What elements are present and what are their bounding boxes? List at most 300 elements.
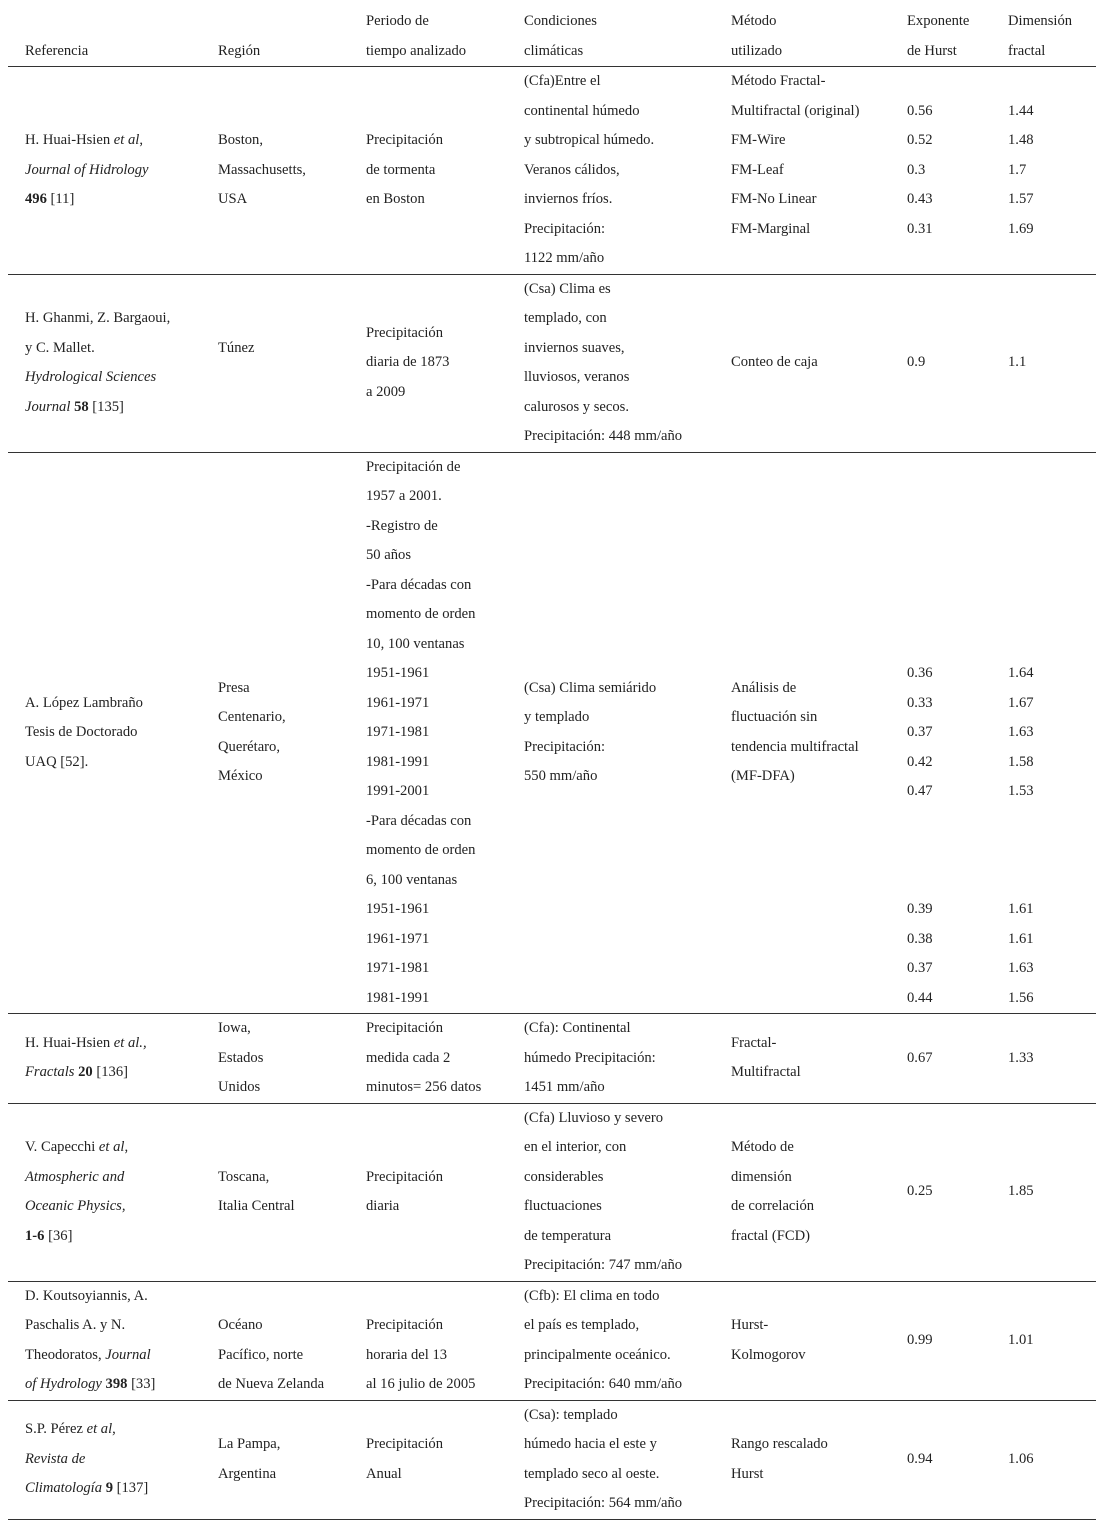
- period-line: 10, 100 ventanas: [366, 635, 465, 652]
- header-line: Exponente: [907, 13, 970, 29]
- method-cell: [714, 1103, 890, 1281]
- region-line: Argentina: [218, 1465, 277, 1482]
- reference-text: ,: [124, 1139, 129, 1155]
- reference-line: [25, 1058, 201, 1088]
- climate-line: fluctuaciones: [524, 1198, 602, 1214]
- method-line: [731, 244, 890, 274]
- hurst-line: 0.52: [907, 132, 933, 148]
- reference-text: et al: [113, 132, 140, 148]
- hurst-line: 0.38: [907, 930, 933, 947]
- fractal-line: [1008, 571, 1096, 601]
- period-cell: [349, 452, 507, 1014]
- fractal-line: 1.33: [1008, 1049, 1034, 1066]
- table-row: [8, 1400, 1096, 1519]
- reference-text: y C. Mallet.: [25, 339, 95, 356]
- reference-text: Oceanic Physics,: [25, 1198, 126, 1214]
- fractal-cell: [991, 1400, 1096, 1519]
- hurst-line: 0.67: [907, 1049, 933, 1066]
- reference-line: [25, 1163, 201, 1193]
- header-line: Método: [731, 13, 777, 29]
- climate-line: 1122 mm/año: [524, 250, 605, 266]
- climate-cell: [507, 1014, 714, 1104]
- method-cell: [714, 452, 890, 1014]
- method-line: de correlación: [731, 1198, 815, 1214]
- climate-line: (Csa) Clima es: [524, 280, 611, 297]
- method-cell: [714, 1281, 890, 1400]
- climate-line: el país es templado,: [524, 1317, 640, 1333]
- climate-cell: [507, 1281, 714, 1400]
- climate-cell: [507, 274, 714, 452]
- header-metodo: [714, 7, 890, 67]
- header-row: [8, 7, 1096, 67]
- region-line: [218, 304, 349, 334]
- reference-text: [33]: [127, 1376, 156, 1392]
- method-line: Kolmogorov: [731, 1346, 806, 1363]
- hurst-line: 0.43: [907, 191, 933, 207]
- reference-line: [25, 1311, 201, 1341]
- hurst-line: 0.31: [907, 220, 933, 237]
- reference-line: [25, 1341, 201, 1371]
- fractal-line: 1.1: [1008, 354, 1027, 371]
- reference-line: [25, 718, 201, 748]
- region-cell: [201, 274, 349, 452]
- region-line: México: [218, 768, 263, 785]
- fractal-line: 1.85: [1008, 1183, 1034, 1200]
- fractal-cell: [991, 1103, 1096, 1281]
- period-line: 6, 100 ventanas: [366, 871, 458, 888]
- method-line: Método Fractal-: [731, 73, 826, 89]
- reference-line: [25, 1474, 201, 1504]
- climate-line: inviernos fríos.: [524, 191, 613, 207]
- reference-text: 1-6: [25, 1227, 45, 1244]
- reference-line: [25, 1370, 201, 1400]
- climate-line: templado, con: [524, 310, 607, 326]
- hurst-line: [907, 453, 991, 483]
- reference-cell: [8, 1103, 201, 1281]
- reference-text: 398: [105, 1376, 128, 1392]
- reference-line: [25, 126, 201, 156]
- hurst-line: [907, 541, 991, 571]
- region-line: Querétaro,: [218, 738, 280, 755]
- fractal-line: 1.63: [1008, 960, 1034, 976]
- climate-line: (Csa): templado: [524, 1406, 618, 1423]
- climate-line: húmedo hacia el este y: [524, 1436, 657, 1452]
- climate-line: Precipitación:: [524, 220, 606, 237]
- reference-text: 58: [74, 398, 89, 415]
- climate-line: lluviosos, veranos: [524, 369, 630, 385]
- hurst-line: 0.47: [907, 783, 933, 799]
- reference-text: H. Huai-Hsien: [25, 1034, 114, 1051]
- hurst-line: [907, 807, 991, 837]
- method-line: Fractal-: [731, 1034, 777, 1051]
- reference-text: Revista de: [25, 1450, 86, 1467]
- period-line: 1971-1981: [366, 724, 430, 740]
- reference-text: Journal of Hidrology: [25, 161, 149, 178]
- reference-text: [36]: [44, 1227, 73, 1244]
- region-line: Centenario,: [218, 709, 286, 726]
- reference-text: [137]: [112, 1480, 149, 1497]
- hurst-line: 0.25: [907, 1183, 933, 1200]
- fractal-line: [1008, 67, 1096, 97]
- period-line: Anual: [366, 1465, 402, 1482]
- header-line: Referencia: [25, 42, 89, 59]
- reference-text: 9: [105, 1480, 113, 1497]
- reference-cell: [8, 1281, 201, 1400]
- table-row: [8, 274, 1096, 452]
- reference-line: [25, 334, 201, 364]
- hurst-line: 0.99: [907, 1331, 933, 1348]
- fractal-line: 1.63: [1008, 724, 1034, 740]
- reference-text: [135]: [88, 398, 124, 415]
- reference-text: Paschalis A. y N.: [25, 1317, 126, 1333]
- hurst-line: [907, 482, 991, 512]
- reference-text: 496: [25, 191, 47, 207]
- header-line: climáticas: [524, 42, 584, 59]
- period-line: [366, 1282, 507, 1312]
- reference-text: of Hydrology: [25, 1376, 102, 1392]
- reference-text: et al: [86, 1421, 113, 1438]
- method-line: dimensión: [731, 1168, 792, 1185]
- hurst-line: [907, 244, 991, 274]
- period-line: medida cada 2: [366, 1049, 451, 1066]
- hurst-line: [907, 571, 991, 601]
- reference-line: [25, 1415, 201, 1445]
- climate-line: (Csa) Clima semiárido: [524, 679, 657, 696]
- reference-text: Fractals: [25, 1064, 75, 1081]
- fractal-cell: [991, 274, 1096, 452]
- climate-line: Precipitación: 640 mm/año: [524, 1376, 683, 1392]
- table-body: [8, 67, 1096, 1520]
- period-line: en Boston: [366, 191, 425, 207]
- hurst-line: [907, 836, 991, 866]
- fractal-cell: [991, 1014, 1096, 1104]
- region-cell: [201, 67, 349, 275]
- table-row: [8, 452, 1096, 1014]
- header-line: Dimensión: [1008, 13, 1073, 29]
- fractal-line: 1.06: [1008, 1450, 1034, 1467]
- hurst-cell: [890, 1103, 991, 1281]
- period-line: diaria: [366, 1198, 400, 1214]
- reference-cell: [8, 1014, 201, 1104]
- period-line: 1961-1971: [366, 930, 430, 947]
- climate-line: Precipitación: 448 mm/año: [524, 428, 683, 444]
- fractal-line: [1008, 600, 1096, 630]
- fractal-line: [1008, 630, 1096, 660]
- fractal-line: [1008, 836, 1096, 866]
- reference-text: Journal: [25, 398, 71, 415]
- period-line: 1951-1961: [366, 901, 430, 917]
- climate-cell: [507, 67, 714, 275]
- hurst-cell: [890, 1400, 991, 1519]
- reference-text: H. Huai-Hsien: [25, 132, 114, 148]
- region-line: [218, 1282, 349, 1312]
- reference-line: [25, 1222, 201, 1252]
- hurst-line: 0.36: [907, 665, 933, 681]
- reference-line: [25, 304, 201, 334]
- method-line: Análisis de: [731, 679, 797, 696]
- reference-cell: [8, 274, 201, 452]
- period-cell: [349, 1014, 507, 1104]
- header-line: Región: [218, 42, 261, 59]
- hurst-cell: [890, 1014, 991, 1104]
- region-cell: [201, 1103, 349, 1281]
- table-row: [8, 67, 1096, 275]
- region-line: Unidos: [218, 1079, 261, 1095]
- period-line: horaria del 13: [366, 1346, 448, 1363]
- reference-text: ,: [139, 132, 143, 148]
- climate-line: Precipitación: 564 mm/año: [524, 1495, 683, 1511]
- method-line: Rango rescalado: [731, 1436, 828, 1452]
- header-region: [201, 7, 349, 67]
- header-referencia: [8, 7, 201, 67]
- reference-text: Hydrological Sciences: [25, 369, 157, 385]
- fractal-cell: [991, 1281, 1096, 1400]
- climate-line: (Cfb): El clima en todo: [524, 1287, 660, 1304]
- fractal-studies-table: [8, 7, 1096, 1520]
- climate-line: húmedo Precipitación:: [524, 1049, 656, 1066]
- method-cell: [714, 274, 890, 452]
- hurst-line: 0.9: [907, 354, 926, 371]
- period-line: -Registro de: [366, 517, 438, 534]
- method-cell: [714, 1400, 890, 1519]
- fractal-line: 1.61: [1008, 930, 1034, 947]
- climate-cell: [507, 452, 714, 1014]
- period-line: momento de orden: [366, 842, 476, 858]
- climate-line: (Cfa)Entre el: [524, 73, 601, 89]
- hurst-line: [907, 67, 991, 97]
- header-line: de Hurst: [907, 42, 957, 59]
- hurst-line: 0.44: [907, 989, 933, 1006]
- hurst-cell: [890, 1281, 991, 1400]
- method-cell: [714, 67, 890, 275]
- climate-line: calurosos y secos.: [524, 398, 629, 415]
- reference-text: S.P. Pérez: [25, 1421, 87, 1438]
- climate-line: (Cfa) Lluvioso y severo: [524, 1109, 664, 1126]
- period-line: Precipitación: [366, 1020, 443, 1036]
- hurst-cell: [890, 67, 991, 275]
- fractal-line: [1008, 244, 1096, 274]
- region-line: Túnez: [218, 339, 255, 356]
- reference-line: [25, 689, 201, 719]
- header-line: Periodo de: [366, 13, 429, 29]
- period-line: -Para décadas con: [366, 812, 472, 829]
- table-header: [8, 7, 1096, 67]
- region-line: Boston,: [218, 132, 264, 148]
- header-line: tiempo analizado: [366, 42, 467, 59]
- period-line: -Para décadas con: [366, 576, 472, 593]
- reference-text: Journal: [105, 1346, 151, 1363]
- header-dimension: [991, 7, 1096, 67]
- reference-line: [25, 393, 201, 423]
- region-cell: [201, 1281, 349, 1400]
- hurst-line: 0.3: [907, 161, 926, 178]
- header-condiciones: [507, 7, 714, 67]
- region-line: Iowa,: [218, 1020, 251, 1036]
- header-line: [25, 7, 201, 37]
- table-row: [8, 1103, 1096, 1281]
- period-line: Precipitación: [366, 1436, 443, 1452]
- period-line: al 16 julio de 2005: [366, 1376, 476, 1392]
- reference-text: Climatología: [25, 1480, 103, 1497]
- region-cell: [201, 1014, 349, 1104]
- period-line: minutos= 256 datos: [366, 1079, 482, 1095]
- reference-line: [25, 1192, 201, 1222]
- region-cell: [201, 1400, 349, 1519]
- method-line: FM-No Linear: [731, 191, 817, 207]
- fractal-line: [1008, 512, 1096, 542]
- period-line: 1981-1991: [366, 753, 430, 770]
- period-line: Precipitación de: [366, 458, 461, 475]
- climate-line: considerables: [524, 1168, 604, 1185]
- period-cell: [349, 1281, 507, 1400]
- method-line: Multifractal (original): [731, 102, 860, 119]
- reference-text: et al: [98, 1139, 125, 1155]
- climate-line: 550 mm/año: [524, 768, 598, 785]
- period-line: diaria de 1873: [366, 354, 450, 371]
- fractal-line: 1.69: [1008, 220, 1034, 237]
- header-periodo: [349, 7, 507, 67]
- hurst-line: 0.33: [907, 694, 933, 711]
- period-line: 1951-1961: [366, 665, 430, 681]
- method-line: FM-Wire: [731, 132, 786, 148]
- header-line: utilizado: [731, 42, 783, 59]
- period-line: Precipitación: [366, 132, 443, 148]
- reference-text: V. Capecchi: [25, 1139, 99, 1155]
- header-line: Condiciones: [524, 13, 597, 29]
- reference-line: [25, 748, 201, 778]
- hurst-line: 0.56: [907, 102, 933, 119]
- reference-text: 20: [78, 1064, 93, 1081]
- climate-cell: [507, 1103, 714, 1281]
- hurst-line: 0.42: [907, 753, 933, 770]
- region-line: Pacífico, norte: [218, 1346, 304, 1363]
- region-line: Presa: [218, 679, 250, 696]
- reference-text: et al.,: [113, 1034, 147, 1051]
- fractal-line: 1.57: [1008, 191, 1034, 207]
- hurst-line: [907, 630, 991, 660]
- fractal-line: 1.53: [1008, 783, 1034, 799]
- hurst-line: [907, 512, 991, 542]
- region-line: de Nueva Zelanda: [218, 1376, 325, 1392]
- climate-line: Precipitación:: [524, 738, 606, 755]
- fractal-line: 1.64: [1008, 665, 1034, 681]
- reference-text: D. Koutsoyiannis, A.: [25, 1287, 148, 1304]
- reference-text: Tesis de Doctorado: [25, 724, 138, 740]
- reference-line: [25, 156, 201, 186]
- region-cell: [201, 452, 349, 1014]
- table-row: [8, 1014, 1096, 1104]
- climate-line: Veranos cálidos,: [524, 161, 620, 178]
- region-line: Massachusetts,: [218, 161, 306, 178]
- reference-text: [136]: [92, 1064, 128, 1081]
- period-line: de tormenta: [366, 161, 436, 178]
- reference-text: UAQ [52].: [25, 753, 89, 770]
- reference-text: A. López Lambraño: [25, 694, 143, 711]
- climate-line: principalmente oceánico.: [524, 1346, 671, 1363]
- fractal-line: 1.48: [1008, 132, 1034, 148]
- period-cell: [349, 1400, 507, 1519]
- reference-text: ,: [112, 1421, 116, 1438]
- period-line: a 2009: [366, 383, 406, 400]
- method-line: FM-Leaf: [731, 161, 784, 178]
- reference-line: [25, 1282, 201, 1312]
- climate-line: inviernos suaves,: [524, 339, 625, 356]
- fractal-line: 1.58: [1008, 753, 1034, 770]
- period-line: 1981-1991: [366, 989, 430, 1006]
- climate-line: y subtropical húmedo.: [524, 132, 655, 148]
- table-row: [8, 1281, 1096, 1400]
- region-line: Océano: [218, 1317, 263, 1333]
- region-line: Italia Central: [218, 1198, 295, 1214]
- climate-cell: [507, 1400, 714, 1519]
- region-line: Estados: [218, 1049, 264, 1066]
- hurst-line: [907, 600, 991, 630]
- reference-cell: [8, 452, 201, 1014]
- reference-line: [25, 1029, 201, 1059]
- method-line: Conteo de caja: [731, 354, 818, 371]
- reference-text: Theodoratos,: [25, 1346, 106, 1363]
- period-cell: [349, 274, 507, 452]
- fractal-cell: [991, 67, 1096, 275]
- header-line: [218, 7, 349, 37]
- reference-text: [11]: [46, 191, 75, 207]
- climate-line: en el interior, con: [524, 1139, 627, 1155]
- hurst-line: 0.37: [907, 724, 933, 740]
- method-line: FM-Marginal: [731, 220, 811, 237]
- climate-line: continental húmedo: [524, 102, 640, 119]
- region-line: Toscana,: [218, 1168, 270, 1185]
- period-cell: [349, 1103, 507, 1281]
- fractal-line: [1008, 807, 1096, 837]
- period-line: Precipitación: [366, 324, 443, 341]
- climate-line: y templado: [524, 709, 590, 726]
- hurst-line: 0.94: [907, 1450, 933, 1467]
- fractal-line: 1.7: [1008, 161, 1027, 178]
- climate-line: 1451 mm/año: [524, 1079, 605, 1095]
- fractal-line: [1008, 541, 1096, 571]
- fractal-line: [1008, 482, 1096, 512]
- period-line: 1961-1971: [366, 694, 430, 711]
- climate-line: Precipitación: 747 mm/año: [524, 1257, 683, 1273]
- fractal-line: [1008, 866, 1096, 896]
- region-line: La Pampa,: [218, 1436, 281, 1452]
- fractal-line: 1.44: [1008, 102, 1034, 119]
- period-line: 1991-2001: [366, 783, 430, 799]
- hurst-line: 0.37: [907, 960, 933, 976]
- fractal-line: 1.67: [1008, 694, 1034, 711]
- hurst-line: 0.39: [907, 901, 933, 917]
- climate-line: (Cfa): Continental: [524, 1020, 631, 1036]
- region-line: [218, 363, 349, 393]
- period-line: 1957 a 2001.: [366, 488, 442, 504]
- reference-line: [25, 185, 201, 215]
- fractal-line: 1.61: [1008, 901, 1034, 917]
- reference-line: [25, 363, 201, 393]
- method-line: fluctuación sin: [731, 709, 818, 726]
- method-line: fractal (FCD): [731, 1227, 811, 1244]
- header-line: fractal: [1008, 42, 1046, 59]
- region-line: [218, 393, 349, 423]
- reference-cell: [8, 67, 201, 275]
- hurst-cell: [890, 452, 991, 1014]
- method-line: Hurst-: [731, 1317, 769, 1333]
- hurst-cell: [890, 274, 991, 452]
- method-line: tendencia multifractal: [731, 738, 859, 755]
- climate-line: de temperatura: [524, 1227, 612, 1244]
- reference-line: [25, 1445, 201, 1475]
- period-line: Precipitación: [366, 1317, 443, 1333]
- header-hurst: [890, 7, 991, 67]
